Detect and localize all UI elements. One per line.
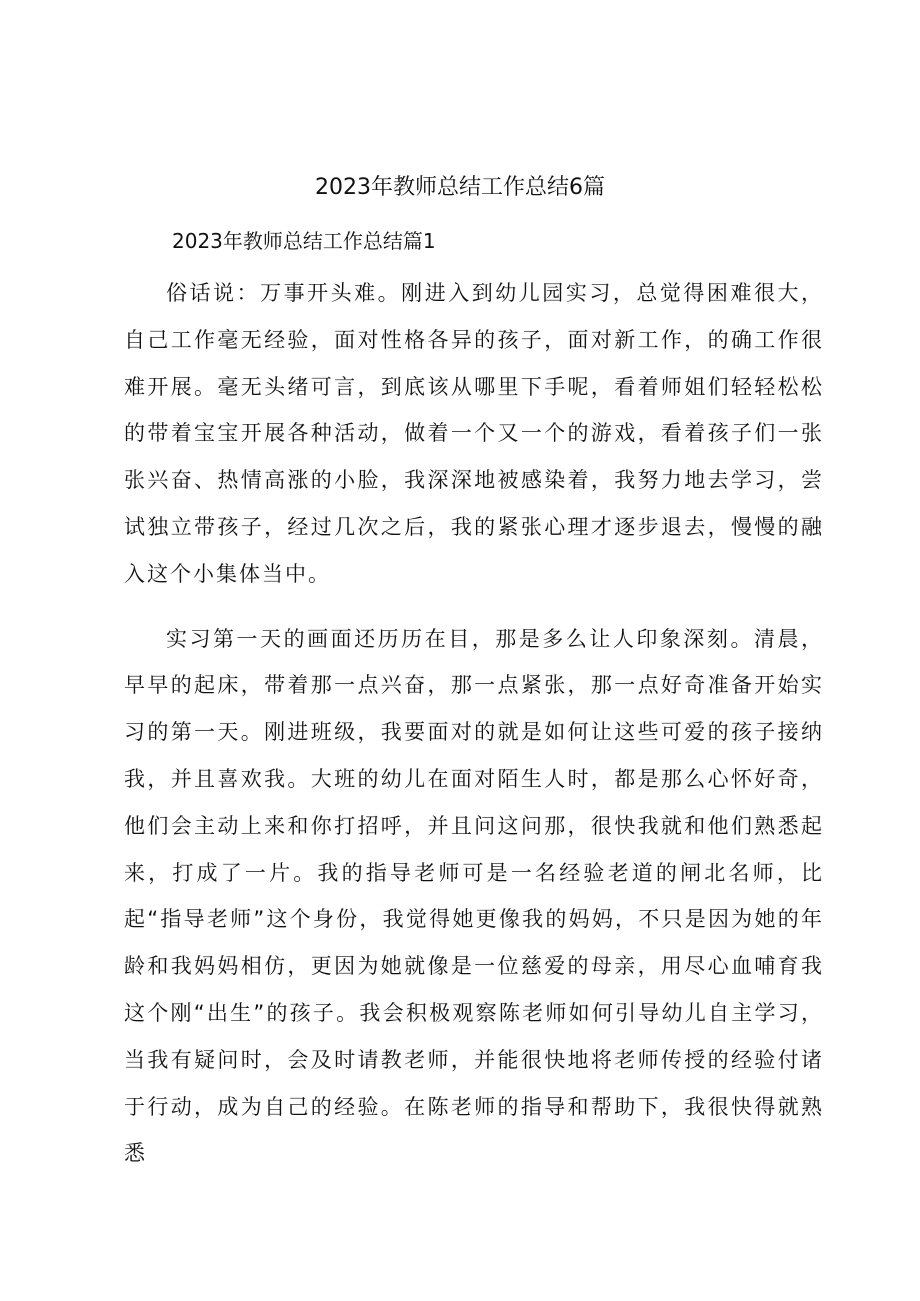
section-heading: 2023年教师总结工作总结篇1 [172,229,436,253]
paragraph-2: 实习第一天的画面还历历在目，那是多么让人印象深刻。清晨，早早的起床，带着那一点兴奋，那一点紧张，那一点好奇准备开始实习的第一天。刚进班级，我要面对的就是如何让这些可爱的孩子接纳我，并且喜欢我。大班的幼儿在面对陌生人时，都是那么心怀好奇，他们会主动上来和你打招呼，并且问这问那，很快我就和他们熟悉起来，打成了一片。我的指导老师可是一名经验老道的闸北名师，比起“指导老师”这个身份，我觉得她更像我的妈妈，不只是因为她的年龄和我妈妈相仿，更因为她就像是一位慈爱的母亲，用尽心血哺育我这个刚“出生”的孩子。我会积极观察陈老师如何引导幼儿自主学习，当我有疑问时，会及时请教老师，并能很快地将老师传授的经验付诸于行动，成为自己的经验。在陈老师的指导和帮助下，我很快得就熟悉 [124,626,824,1166]
document-title: 2023年教师总结工作总结6篇 [315,175,605,200]
document-body [124,270,824,1195]
paragraph-1: 俗话说：万事开头难。刚进入到幼儿园实习，总觉得困难很大，自己工作毫无经验，面对性格各异的孩子，面对新工作，的确工作很难开展。毫无头绪可言，到底该从哪里下手呢，看着师姐们轻轻松松的带着宝宝开展各种活动，做着一个又一个的游戏，看着孩子们一张张兴奋、热情高涨的小脸，我深深地被感染着，我努力地去学习，尝试独立带孩子，经过几次之后，我的紧张心理才逐步退去，慢慢的融入这个小集体当中。 [124,281,824,586]
